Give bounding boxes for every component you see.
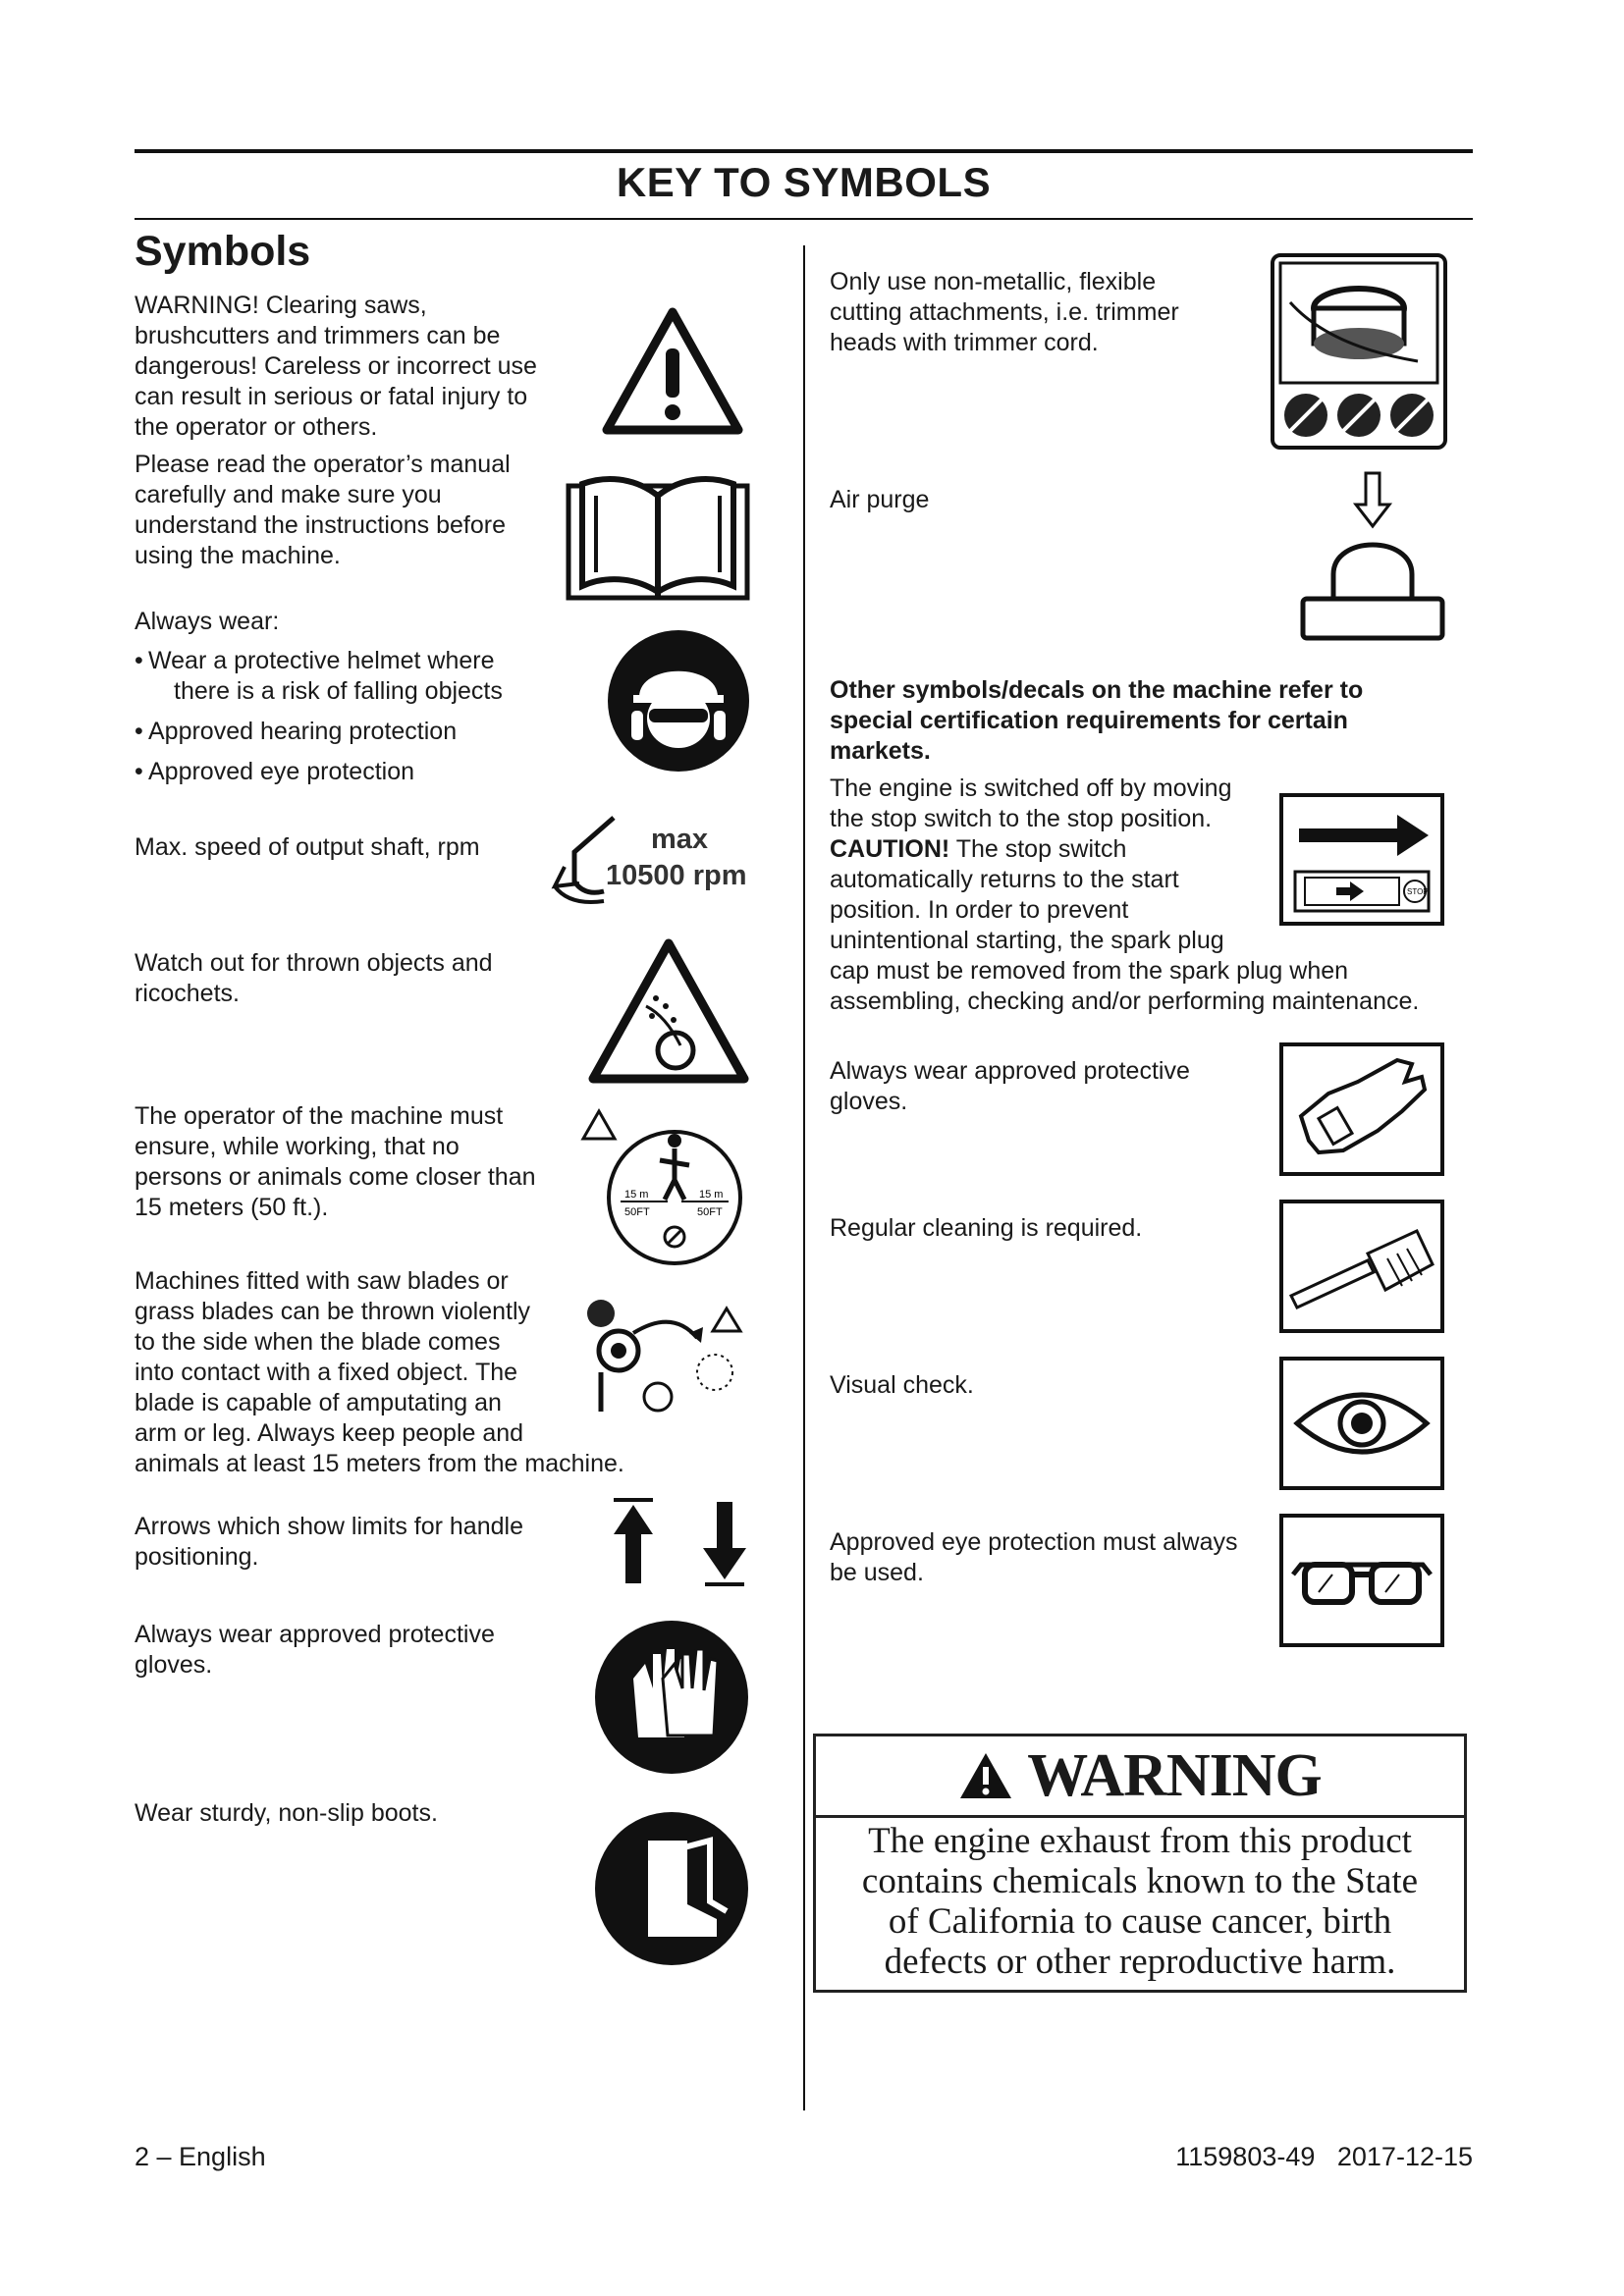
california-warning-box <box>813 1734 1467 1993</box>
non-metallic-text <box>830 267 1179 358</box>
text-line: animals at least 15 meters from the machine. <box>135 1450 624 1477</box>
text-line: unintentional starting, the spark plug <box>830 927 1224 954</box>
max-label: max <box>651 824 709 855</box>
text-line: to the side when the blade comes <box>135 1328 501 1356</box>
handle-limit-arrows-icon <box>609 1497 751 1587</box>
text-line: grass blades can be thrown violently <box>135 1298 531 1325</box>
text-line: brushcutters and trimmers can be <box>135 322 501 349</box>
gloves-text-left <box>135 1620 495 1681</box>
handle-arrows-text <box>135 1512 523 1573</box>
blade-thrust-icon <box>579 1294 751 1431</box>
text-line: gloves. <box>135 1651 213 1679</box>
text-line: arm or leg. Always keep people and <box>135 1419 524 1447</box>
text-line: Arrows which show limits for handle <box>135 1513 523 1540</box>
page-title: KEY TO SYMBOLS <box>616 159 992 205</box>
text-line: carefully and make sure you <box>135 481 442 508</box>
text-line: the stop switch to the stop position. <box>830 805 1213 832</box>
text-line: The operator of the machine must <box>135 1102 504 1130</box>
text-line: assembling, checking and/or performing maintenance. <box>830 988 1420 1015</box>
visual-check-text: Visual check. <box>830 1371 974 1399</box>
section-heading: Symbols <box>135 228 311 275</box>
warning-triangle-icon <box>599 304 746 437</box>
caution-label: CAUTION! <box>830 835 950 863</box>
text-line: into contact with a fixed object. The <box>135 1359 518 1386</box>
column-divider <box>803 245 805 2110</box>
warning-header <box>816 1736 1464 1818</box>
helmet-hearing-eye-protection-icon <box>606 628 751 774</box>
title-rule <box>135 218 1473 220</box>
eye-icon <box>1279 1357 1444 1490</box>
text-line: 15 meters (50 ft.). <box>135 1194 329 1221</box>
distance-label: 50FT <box>697 1206 723 1218</box>
max-speed-text: Max. speed of output shaft, rpm <box>135 833 480 861</box>
text-line: Always wear approved protective <box>830 1057 1190 1085</box>
text-line: dangerous! Careless or incorrect use <box>135 352 537 380</box>
cleaning-text: Regular cleaning is required. <box>830 1214 1143 1242</box>
warning-triangle-icon <box>958 1751 1013 1800</box>
bullet-text: Approved eye protection <box>148 758 415 785</box>
bullet-text: Approved hearing protection <box>148 718 458 745</box>
text-line: Only use non-metallic, flexible <box>830 268 1157 295</box>
text-line: cap must be removed from the spark plug when <box>830 957 1349 985</box>
text-line: Approved eye protection must always <box>830 1528 1238 1556</box>
saw-blades-text <box>135 1266 624 1479</box>
text-line: be used. <box>830 1559 924 1586</box>
text-line: cutting attachments, i.e. trimmer <box>830 298 1179 326</box>
distance-label: 15 m <box>699 1189 724 1201</box>
text-line: markets. <box>830 737 931 765</box>
text-line: gloves. <box>830 1088 908 1115</box>
read-manual-text <box>135 450 511 571</box>
text-line: position. In order to prevent <box>830 896 1129 924</box>
boots-text: Wear sturdy, non-slip boots. <box>135 1799 438 1827</box>
footer-page-language: 2 – English <box>135 2142 266 2171</box>
eye-protection-text <box>830 1527 1238 1588</box>
text-line: ricochets. <box>135 980 240 1007</box>
text-line: can result in serious or fatal injury to <box>135 383 528 410</box>
air-purge-icon <box>1299 471 1446 643</box>
open-book-icon <box>565 466 751 602</box>
warning-line: of California to cause cancer, birth <box>888 1901 1392 1942</box>
text-line: Machines fitted with saw blades or <box>135 1267 509 1295</box>
text-line: Please read the operator’s manual <box>135 451 511 478</box>
gloves-text-right <box>830 1056 1190 1117</box>
warning-body <box>816 1821 1464 1982</box>
boots-icon <box>594 1811 749 1966</box>
text-fragment: The stop switch <box>949 835 1127 863</box>
text-line: Always wear approved protective <box>135 1621 495 1648</box>
text-line: understand the instructions before <box>135 511 507 539</box>
gloves-icon <box>594 1620 749 1775</box>
text-line: Watch out for thrown objects and <box>135 949 493 977</box>
rpm-label: 10500 rpm <box>606 860 747 891</box>
warning-line: The engine exhaust from this product <box>868 1821 1412 1861</box>
bullet-item: • Wear a protective helmet where <box>135 647 495 674</box>
protective-glove-icon <box>1279 1042 1444 1176</box>
text-line: blade is capable of amputating an <box>135 1389 502 1416</box>
distance-label: 15 m <box>624 1189 649 1201</box>
bullet-text: there is a risk of falling objects <box>174 677 503 705</box>
text-line: WARNING! Clearing saws, <box>135 292 427 319</box>
text-line: automatically returns to the start <box>830 866 1179 893</box>
text-line: the operator or others. <box>135 413 378 441</box>
other-symbols-text <box>830 675 1363 767</box>
distance-text <box>135 1101 536 1223</box>
air-purge-text: Air purge <box>830 486 930 513</box>
warning-line: contains chemicals known to the State <box>861 1861 1419 1901</box>
distance-label: 50FT <box>624 1206 650 1218</box>
warning-heading: WARNING <box>1027 1741 1322 1809</box>
stop-label: STOP <box>1407 887 1429 896</box>
warning-clearing-saws-text <box>135 291 537 443</box>
text-line: positioning. <box>135 1543 259 1571</box>
text-line: persons or animals come closer than <box>135 1163 536 1191</box>
bullet-text: Wear a protective helmet where <box>148 647 495 674</box>
stop-switch-icon <box>1279 793 1444 926</box>
always-wear-list <box>135 646 503 787</box>
safety-glasses-icon <box>1279 1514 1444 1647</box>
top-rule <box>135 149 1473 153</box>
max-rpm-icon <box>545 813 751 911</box>
text-line: heads with trimmer cord. <box>830 329 1099 356</box>
warning-line: defects or other reproductive harm. <box>884 1942 1396 1982</box>
safety-distance-icon <box>581 1111 753 1268</box>
text-line: using the machine. <box>135 542 341 569</box>
bullet-item: • Approved eye protection <box>135 758 415 785</box>
cleaning-brush-icon <box>1279 1200 1444 1333</box>
text-line: special certification requirements for certain <box>830 707 1348 734</box>
text-line: Other symbols/decals on the machine refer to <box>830 676 1364 704</box>
text-line: ensure, while working, that no <box>135 1133 460 1160</box>
always-wear-label: Always wear: <box>135 608 280 635</box>
bullet-item: • Approved hearing protection <box>135 718 458 745</box>
trimmer-head-icon <box>1271 253 1447 450</box>
footer-doc-id-date: 1159803-49 2017-12-15 <box>1175 2142 1473 2171</box>
thrown-objects-warning-icon <box>587 937 750 1085</box>
thrown-objects-text <box>135 948 493 1009</box>
text-line: The engine is switched off by moving <box>830 774 1232 802</box>
